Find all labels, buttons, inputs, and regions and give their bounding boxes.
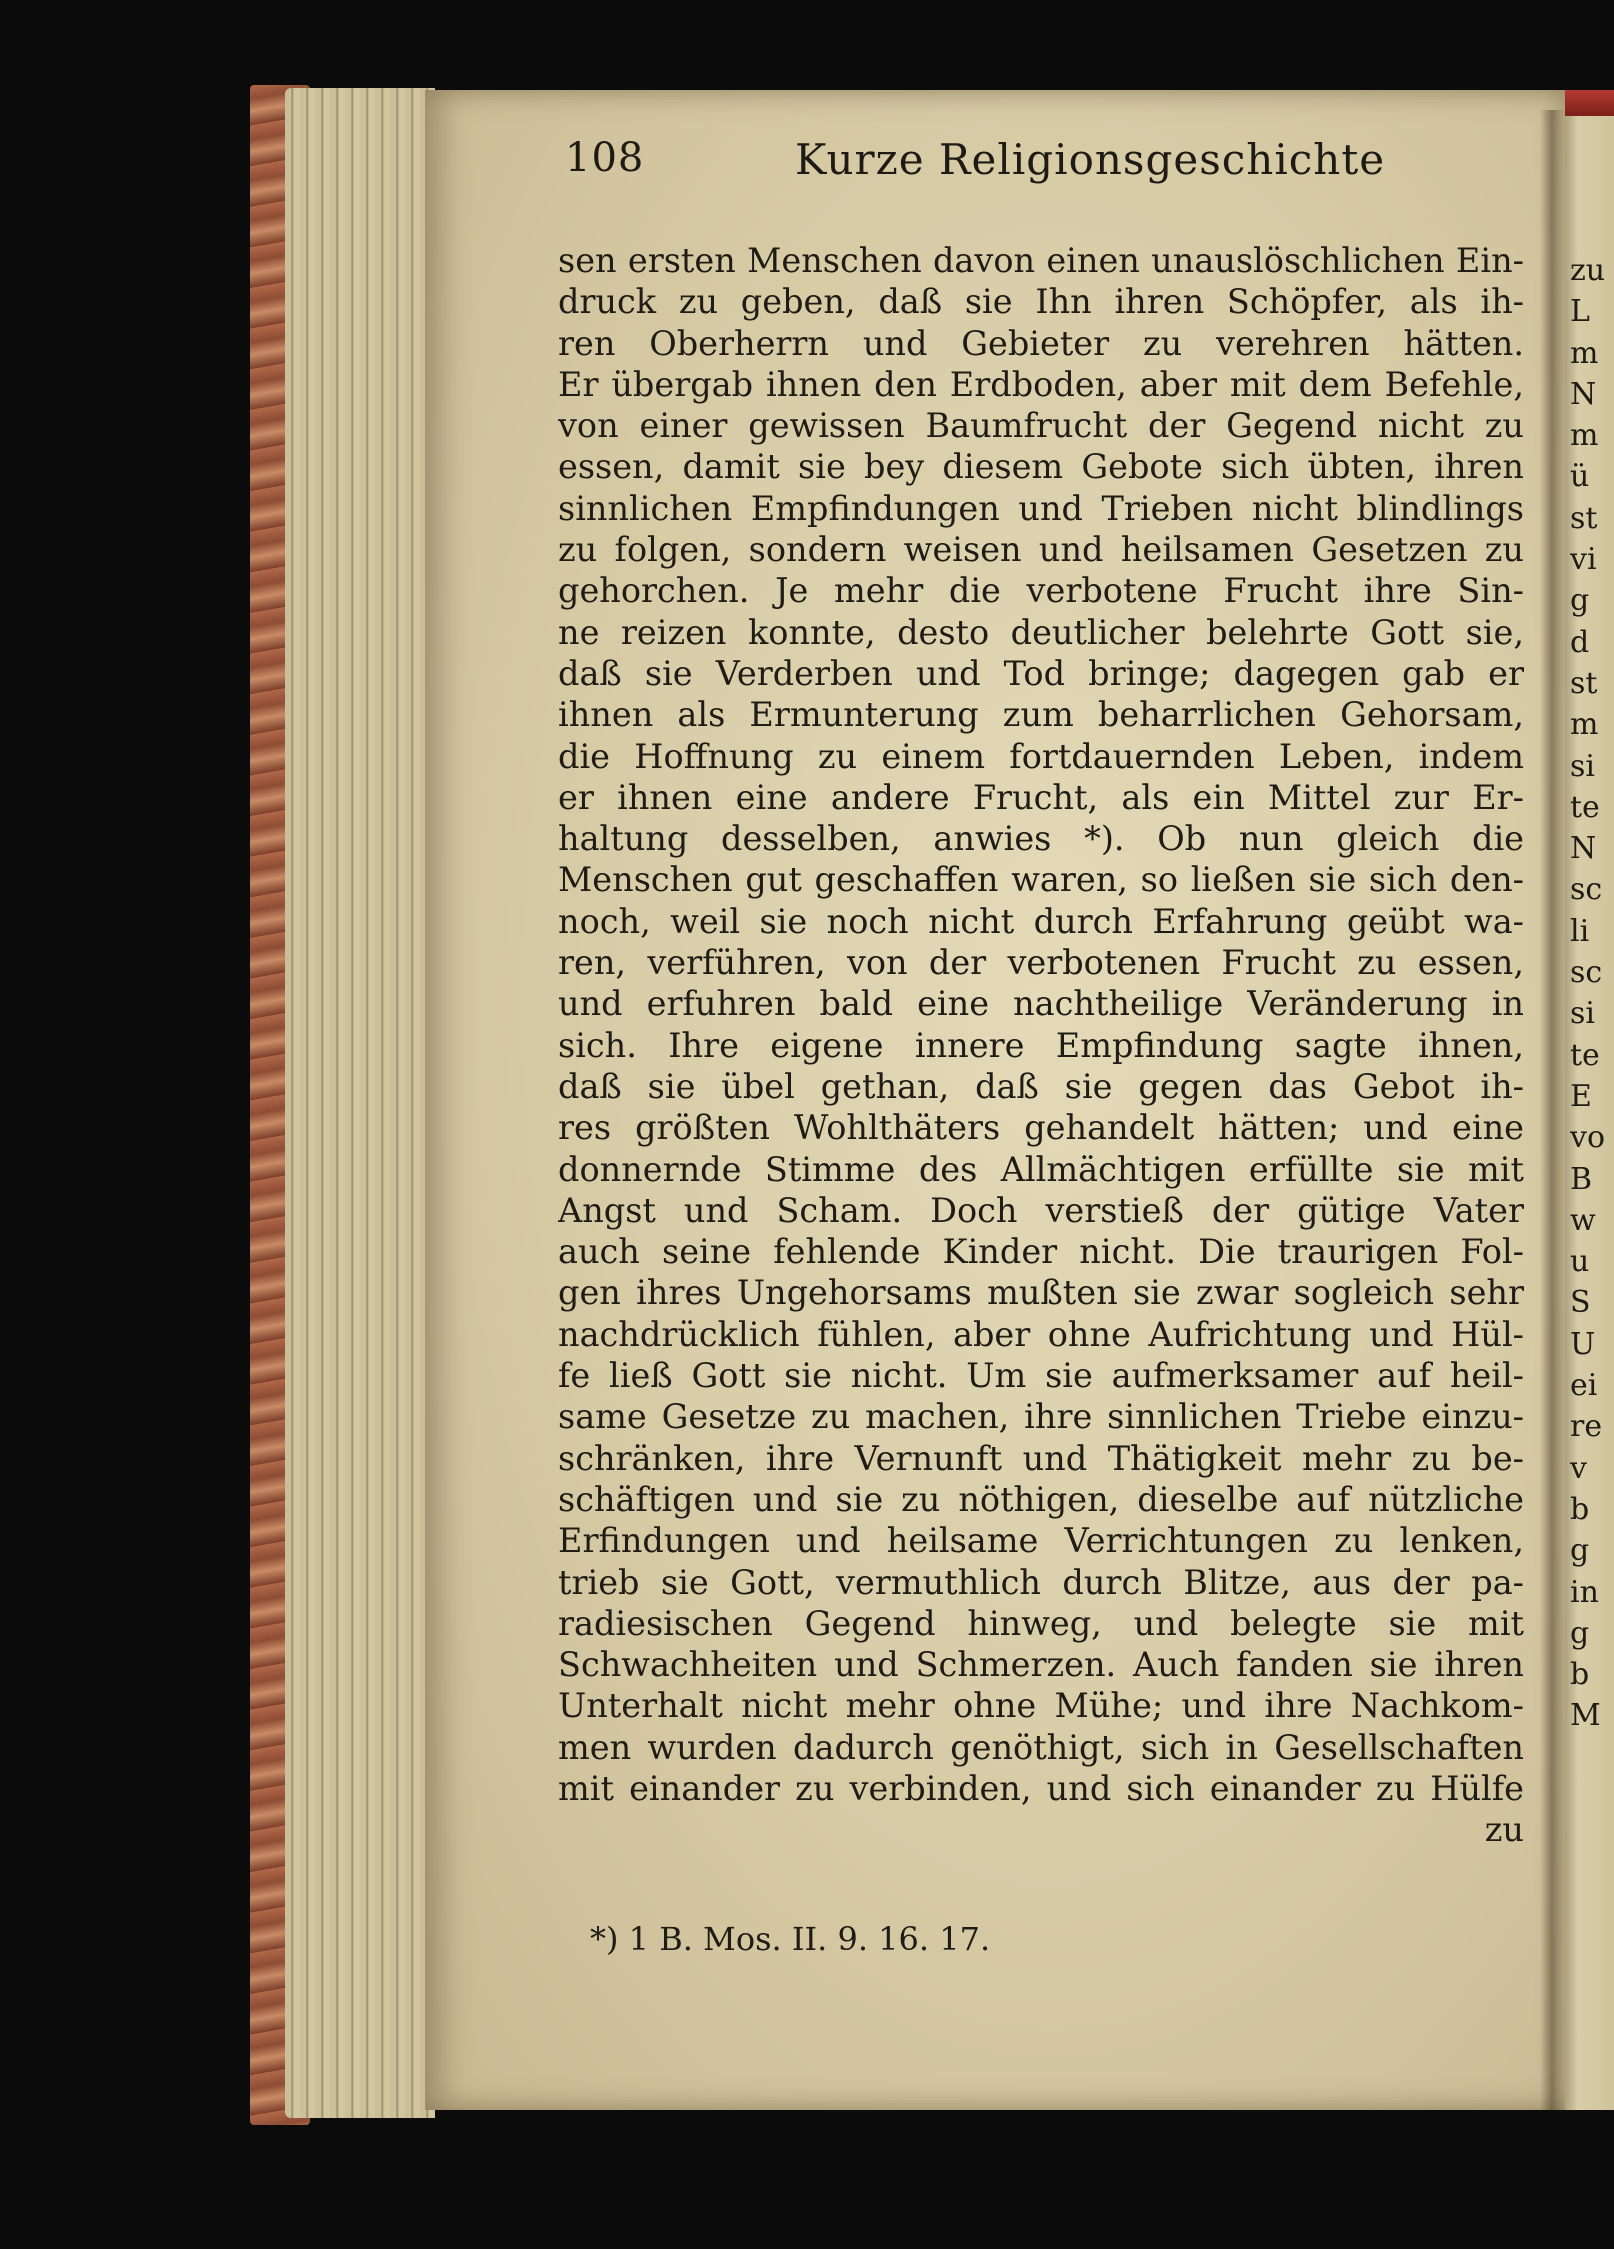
text-line: ren, verführen, von der verbotenen Frucht zu essen, bbox=[558, 943, 1524, 983]
text-line: schäftigen und sie zu nöthigen, dieselbe auf nützliche bbox=[558, 1479, 1524, 1519]
facing-fragment: vi bbox=[1570, 542, 1597, 578]
facing-fragment: b bbox=[1570, 1491, 1590, 1527]
text-line: essen, damit sie bey diesem Gebote sich übten, ihren bbox=[558, 447, 1524, 487]
facing-fragment: re bbox=[1570, 1409, 1603, 1445]
text-line: sen ersten Menschen davon einen unauslöschlichen Ein- bbox=[558, 241, 1524, 280]
text-line: auch seine fehlende Kinder nicht. Die traurigen Fol- bbox=[558, 1232, 1524, 1272]
facing-fragment: b bbox=[1570, 1657, 1590, 1693]
text-line: Angst und Scham. Doch verstieß der gütige Vater bbox=[558, 1190, 1524, 1230]
facing-fragment: m bbox=[1570, 335, 1599, 371]
text-line: same Gesetze zu machen, ihre sinnlichen Triebe einzu- bbox=[558, 1397, 1524, 1437]
facing-fragment: zu bbox=[1570, 253, 1606, 288]
facing-fragment: ei bbox=[1570, 1368, 1598, 1404]
text-line: trieb sie Gott, vermuthlich durch Blitze, aus der pa- bbox=[558, 1562, 1524, 1602]
facing-fragment: te bbox=[1570, 789, 1600, 825]
text-line: mit einander zu verbinden, und sich einander zu Hülfe bbox=[558, 1768, 1524, 1808]
text-line: gen ihres Ungehorsams mußten sie zwar sogleich sehr bbox=[558, 1273, 1524, 1313]
text-line: noch, weil sie noch nicht durch Erfahrung geübt wa- bbox=[558, 901, 1524, 941]
facing-fragment: d bbox=[1570, 624, 1590, 660]
text-line: ren Oberherrn und Gebieter zu verehren hätten. bbox=[558, 323, 1524, 363]
facing-fragment: M bbox=[1570, 1698, 1601, 1734]
facing-fragment: g bbox=[1570, 1615, 1590, 1651]
facing-fragment: ü bbox=[1570, 459, 1590, 495]
text-line: schränken, ihre Vernunft und Thätigkeit mehr zu be- bbox=[558, 1438, 1524, 1478]
text-line: druck zu geben, daß sie Ihn ihren Schöpfer, als ih- bbox=[558, 282, 1524, 322]
text-line: die Hoffnung zu einem fortdauernden Leben, indem bbox=[558, 736, 1524, 776]
facing-fragment: si bbox=[1570, 996, 1595, 1032]
facing-fragment: te bbox=[1570, 1037, 1600, 1073]
text-line: fe ließ Gott sie nicht. Um sie aufmerksamer auf heil- bbox=[558, 1356, 1524, 1396]
text-line: ihnen als Ermunterung zum beharrlichen Gehorsam, bbox=[558, 695, 1524, 735]
text-line: er ihnen eine andere Frucht, als ein Mittel zur Er- bbox=[558, 777, 1524, 817]
facing-fragment: E bbox=[1570, 1078, 1592, 1114]
facing-fragment: in bbox=[1570, 1574, 1599, 1610]
facing-fragment: st bbox=[1570, 665, 1598, 701]
text-line: res größten Wohlthäters gehandelt hätten; und eine bbox=[558, 1108, 1524, 1148]
facing-fragment: si bbox=[1570, 748, 1595, 784]
text-line: nachdrücklich fühlen, aber ohne Aufrichtung und Hül- bbox=[558, 1314, 1524, 1354]
facing-fragment: li bbox=[1570, 913, 1590, 949]
page-number: 108 bbox=[565, 135, 645, 181]
text-line: sinnlichen Empfindungen und Trieben nicht blindlings bbox=[558, 488, 1524, 528]
text-line: radiesischen Gegend hinweg, und belegte sie mit bbox=[558, 1603, 1524, 1643]
text-line: Unterhalt nicht mehr ohne Mühe; und ihre Nachkom- bbox=[558, 1686, 1524, 1726]
text-line: Er übergab ihnen den Erdboden, aber mit dem Befehle, bbox=[558, 364, 1524, 404]
page-header bbox=[565, 135, 1525, 195]
text-line: Schwachheiten und Schmerzen. Auch fanden sie ihren bbox=[558, 1645, 1524, 1685]
facing-fragment: N bbox=[1570, 376, 1597, 412]
facing-fragment: g bbox=[1570, 1533, 1590, 1569]
text-line: gehorchen. Je mehr die verbotene Frucht ihre Sin- bbox=[558, 571, 1524, 611]
facing-fragment: U bbox=[1570, 1326, 1596, 1362]
text-line: men wurden dadurch genöthigt, sich in Gesellschaften bbox=[558, 1727, 1524, 1767]
text-line: und erfuhren bald eine nachtheilige Veränderung in bbox=[558, 984, 1524, 1024]
text-line: ne reizen konnte, desto deutlicher belehrte Gott sie, bbox=[558, 612, 1524, 652]
facing-fragment: N bbox=[1570, 831, 1597, 867]
facing-fragment: v bbox=[1570, 1450, 1587, 1486]
text-line: daß sie Verderben und Tod bringe; dagegen gab er bbox=[558, 653, 1524, 693]
text-line: Erfindungen und heilsame Verrichtungen zu lenken, bbox=[558, 1521, 1524, 1561]
footnote: *) 1 B. Mos. II. 9. 16. 17. bbox=[590, 1920, 991, 1958]
facing-fragment: vo bbox=[1570, 1120, 1606, 1156]
facing-page-text-fragments bbox=[1570, 250, 1614, 1737]
facing-fragment: st bbox=[1570, 500, 1598, 536]
body-text bbox=[558, 240, 1524, 1851]
facing-fragment: m bbox=[1570, 418, 1599, 454]
catchword: zu bbox=[1484, 1810, 1524, 1850]
text-line: sich. Ihre eigene innere Empfindung sagte ihnen, bbox=[558, 1025, 1524, 1065]
text-line: donnernde Stimme des Allmächtigen erfüllte sie mit bbox=[558, 1149, 1524, 1189]
text-line: Menschen gut geschaffen waren, so ließen sie sich den- bbox=[558, 860, 1524, 900]
text-line: von einer gewissen Baumfrucht der Gegend nicht zu bbox=[558, 406, 1524, 446]
facing-fragment: sc bbox=[1570, 872, 1603, 908]
text-line: haltung desselben, anwies *). Ob nun gleich die bbox=[558, 819, 1524, 859]
facing-fragment: L bbox=[1570, 294, 1590, 330]
facing-fragment: S bbox=[1570, 1285, 1591, 1321]
running-head: Kurze Religionsgeschichte bbox=[795, 135, 1386, 184]
facing-fragment: sc bbox=[1570, 955, 1603, 991]
facing-fragment: B bbox=[1570, 1161, 1593, 1197]
page-edges bbox=[285, 88, 435, 2118]
facing-fragment: w bbox=[1570, 1202, 1596, 1238]
text-line: zu folgen, sondern weisen und heilsamen Gesetzen zu bbox=[558, 530, 1524, 570]
text-line: daß sie übel gethan, daß sie gegen das Gebot ih- bbox=[558, 1066, 1524, 1106]
facing-fragment: m bbox=[1570, 707, 1599, 743]
facing-fragment: u bbox=[1570, 1244, 1590, 1280]
page-gutter bbox=[1540, 110, 1564, 2110]
facing-fragment: g bbox=[1570, 583, 1590, 619]
